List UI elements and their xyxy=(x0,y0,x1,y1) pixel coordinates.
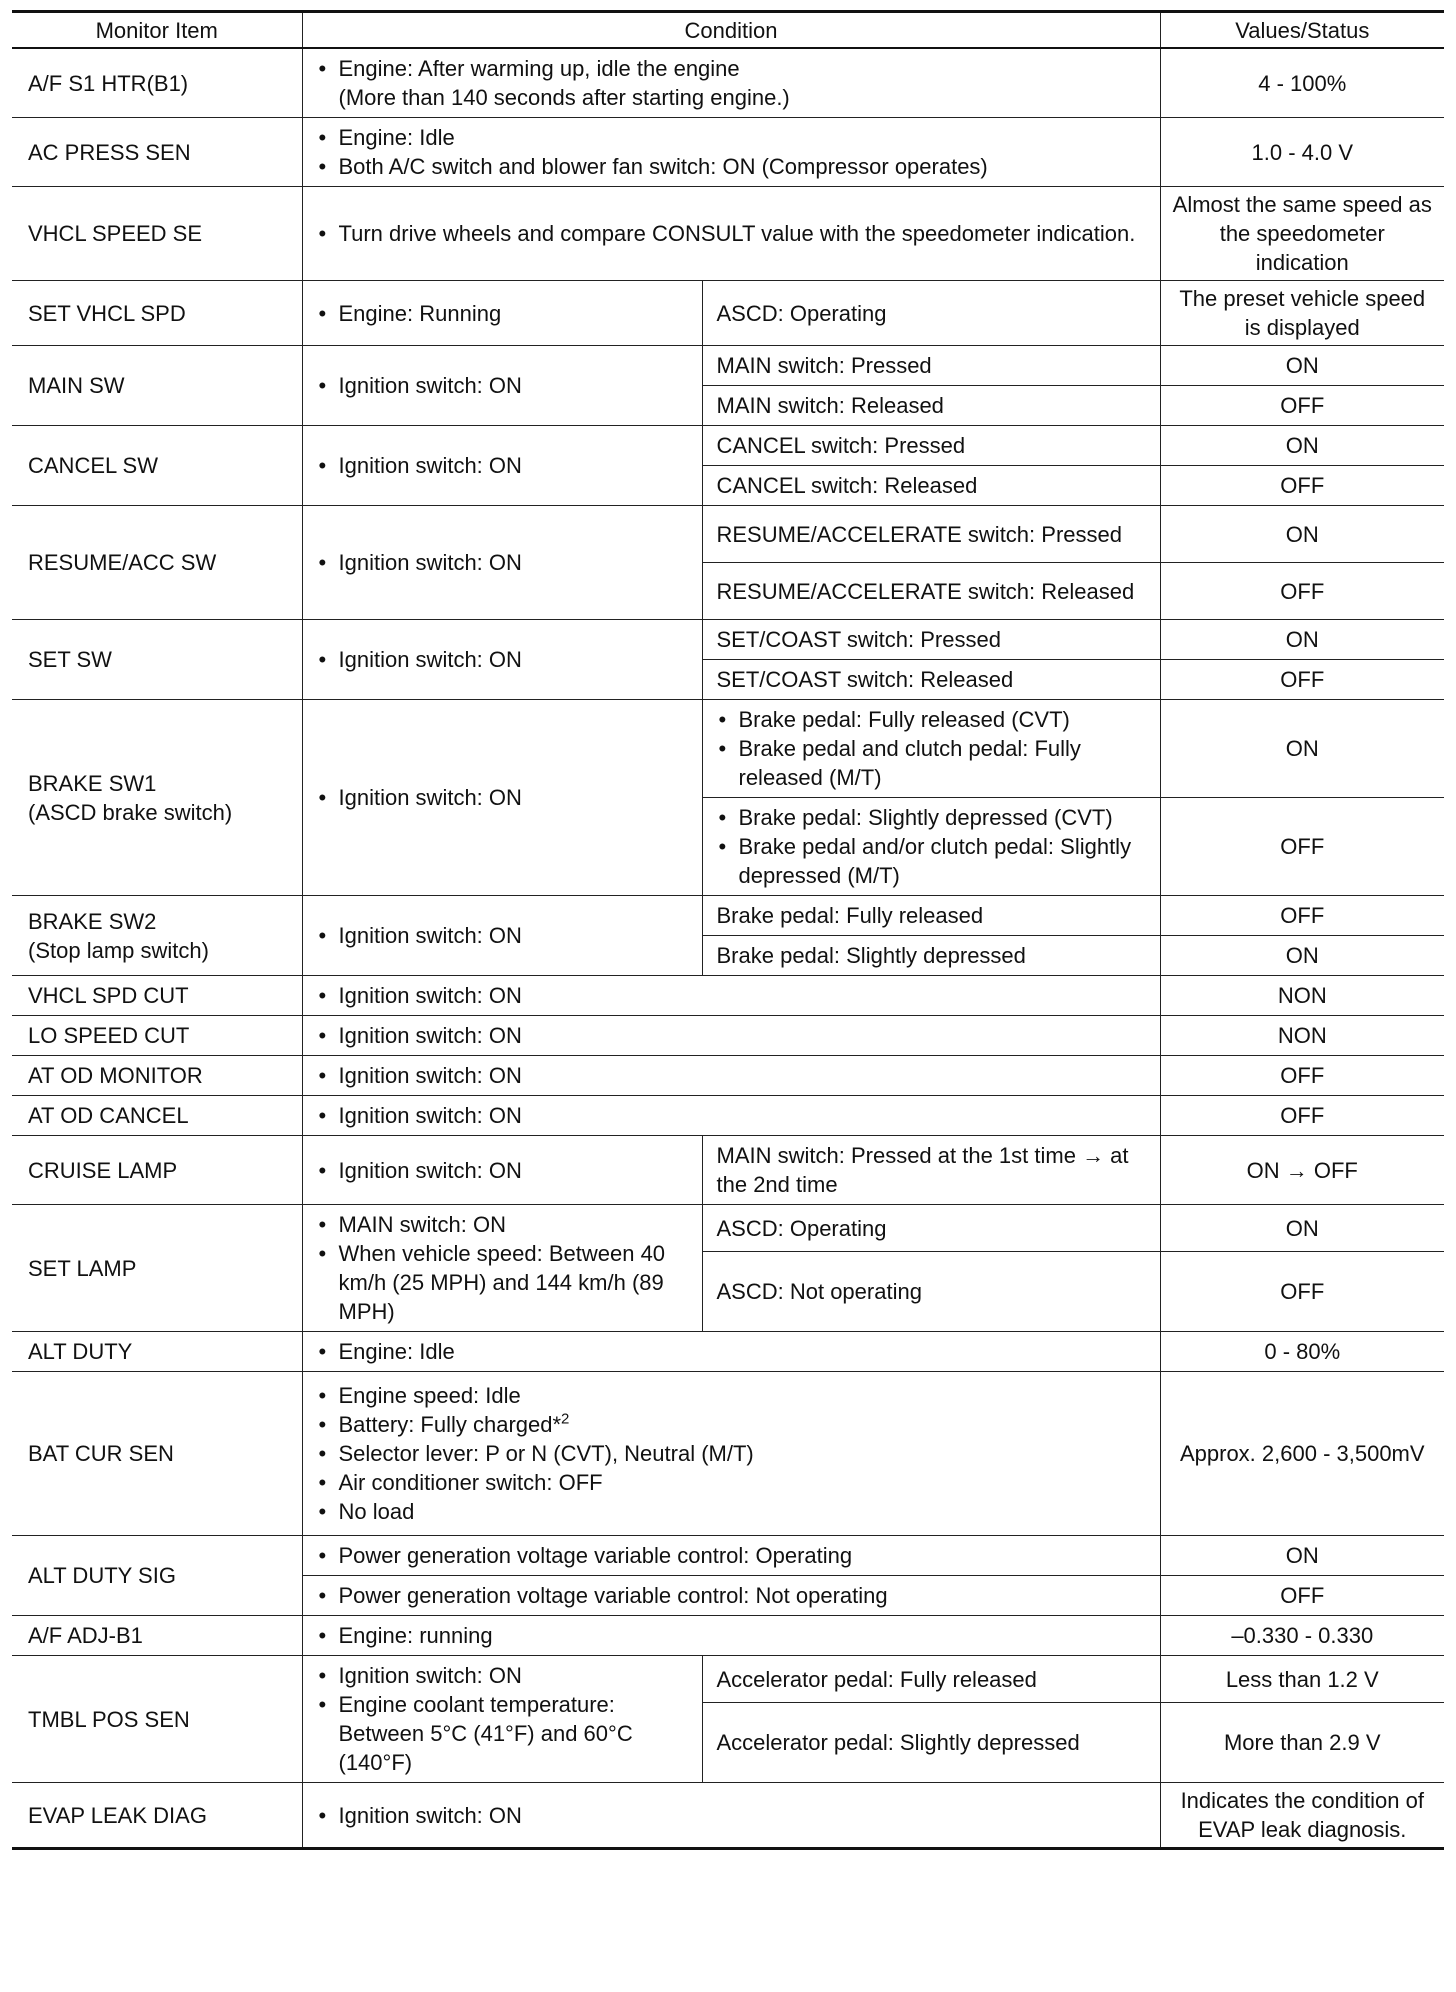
row-value: OFF xyxy=(1160,896,1444,936)
row-value: OFF xyxy=(1160,466,1444,506)
row-item: BAT CUR SEN xyxy=(12,1372,302,1536)
condition-bullet: • Turn drive wheels and compare CONSULT value with the speedometer indication. xyxy=(317,219,1146,248)
row-condition xyxy=(302,118,1160,187)
row-value: 4 - 100% xyxy=(1160,48,1444,118)
condition-bullet: • Power generation voltage variable control: Not operating xyxy=(317,1581,1146,1610)
row-condition xyxy=(302,1536,1160,1576)
row-item: LO SPEED CUT xyxy=(12,1016,302,1056)
condition-bullet: • Ignition switch: ON xyxy=(317,371,688,400)
row-subcondition: MAIN switch: Released xyxy=(702,386,1160,426)
row-value: ON xyxy=(1160,426,1444,466)
condition-bullet: • Ignition switch: ON xyxy=(317,921,688,950)
table-row xyxy=(12,1536,1444,1576)
condition-text: Battery: Fully charged* xyxy=(338,1412,562,1437)
row-value: ON xyxy=(1160,1536,1444,1576)
row-value: OFF xyxy=(1160,1252,1444,1332)
item-label: BRAKE SW2 xyxy=(28,908,157,934)
row-condition xyxy=(302,1205,702,1332)
row-item: SET SW xyxy=(12,620,302,700)
condition-bullet: • Ignition switch: ON xyxy=(317,783,688,812)
row-subcondition: MAIN switch: Pressed xyxy=(702,346,1160,386)
row-condition xyxy=(302,976,1160,1016)
row-condition xyxy=(302,1783,1160,1849)
row-condition xyxy=(302,187,1160,281)
row-value: –0.330 - 0.330 xyxy=(1160,1616,1444,1656)
row-subcondition: Accelerator pedal: Slightly depressed xyxy=(702,1703,1160,1783)
monitor-item-table xyxy=(12,10,1444,1850)
row-item: VHCL SPEED SE xyxy=(12,187,302,281)
condition-bullet: • Ignition switch: ON xyxy=(317,548,688,577)
condition-bullet: • Engine: running xyxy=(317,1621,1146,1650)
row-item: AT OD MONITOR xyxy=(12,1056,302,1096)
table-row xyxy=(12,896,1444,936)
row-value: The preset vehicle speed is displayed xyxy=(1160,281,1444,346)
row-condition xyxy=(302,1056,1160,1096)
row-item: CRUISE LAMP xyxy=(12,1136,302,1205)
table-row xyxy=(12,426,1444,466)
table-row xyxy=(12,1783,1444,1849)
condition-bullet: • No load xyxy=(317,1497,1146,1526)
condition-bullet: • MAIN switch: ON xyxy=(317,1210,688,1239)
row-condition xyxy=(302,700,702,896)
table-row xyxy=(12,346,1444,386)
row-subcondition: RESUME/ACCELERATE switch: Pressed xyxy=(702,506,1160,563)
row-subcondition: SET/COAST switch: Released xyxy=(702,660,1160,700)
row-value: ON xyxy=(1160,936,1444,976)
header-condition: Condition xyxy=(302,12,1160,49)
row-subcondition: CANCEL switch: Pressed xyxy=(702,426,1160,466)
table-row xyxy=(12,620,1444,660)
row-value: NON xyxy=(1160,976,1444,1016)
row-subcondition: SET/COAST switch: Pressed xyxy=(702,620,1160,660)
condition-bullet: • Ignition switch: ON xyxy=(317,451,688,480)
table-row xyxy=(12,1332,1444,1372)
condition-bullet: • Engine: Running xyxy=(317,299,688,328)
row-condition xyxy=(302,506,702,620)
row-value: Approx. 2,600 - 3,500mV xyxy=(1160,1372,1444,1536)
row-value: ON xyxy=(1160,1205,1444,1252)
row-condition xyxy=(302,896,702,976)
row-subcondition: CANCEL switch: Released xyxy=(702,466,1160,506)
table-header-row xyxy=(12,12,1444,49)
row-condition xyxy=(302,1372,1160,1536)
row-item: A/F ADJ-B1 xyxy=(12,1616,302,1656)
row-condition xyxy=(302,1016,1160,1056)
row-condition xyxy=(302,1576,1160,1616)
row-value: Less than 1.2 V xyxy=(1160,1656,1444,1703)
row-item: EVAP LEAK DIAG xyxy=(12,1783,302,1849)
row-item: RESUME/ACC SW xyxy=(12,506,302,620)
row-value: ON → OFF xyxy=(1160,1136,1444,1205)
footnote-marker: 2 xyxy=(561,1410,570,1428)
row-value: Indicates the condition of EVAP leak diagnosis. xyxy=(1160,1783,1444,1849)
row-condition xyxy=(302,1136,702,1205)
row-value: OFF xyxy=(1160,660,1444,700)
row-condition xyxy=(302,1616,1160,1656)
row-item: VHCL SPD CUT xyxy=(12,976,302,1016)
table-row xyxy=(12,1136,1444,1205)
row-value: OFF xyxy=(1160,563,1444,620)
condition-bullet: • Ignition switch: ON xyxy=(317,1661,688,1690)
subcondition-bullet: • Brake pedal: Slightly depressed (CVT) xyxy=(717,803,1146,832)
condition-bullet: • Ignition switch: ON xyxy=(317,1021,1146,1050)
condition-bullet: • Ignition switch: ON xyxy=(317,1061,1146,1090)
table-row xyxy=(12,118,1444,187)
table-row xyxy=(12,1372,1444,1536)
row-condition xyxy=(302,426,702,506)
row-subcondition: RESUME/ACCELERATE switch: Released xyxy=(702,563,1160,620)
row-value: OFF xyxy=(1160,798,1444,896)
row-value: NON xyxy=(1160,1016,1444,1056)
row-value: ON xyxy=(1160,506,1444,563)
row-item xyxy=(12,896,302,976)
condition-bullet: • Ignition switch: ON xyxy=(317,1156,688,1185)
monitor-item-table-wrapper xyxy=(12,10,1444,1850)
row-value: Almost the same speed as the speedometer indication xyxy=(1160,187,1444,281)
row-subcondition: Brake pedal: Slightly depressed xyxy=(702,936,1160,976)
row-condition xyxy=(302,346,702,426)
condition-text: (More than 140 seconds after starting engine.) xyxy=(338,85,790,110)
table-row xyxy=(12,1616,1444,1656)
item-label: BRAKE SW1 xyxy=(28,770,157,796)
condition-bullet: • Ignition switch: ON xyxy=(317,1101,1146,1130)
row-condition xyxy=(302,281,702,346)
row-subcondition xyxy=(702,700,1160,798)
row-subcondition xyxy=(702,798,1160,896)
item-note: (ASCD brake switch) xyxy=(28,799,233,825)
condition-bullet: • Ignition switch: ON xyxy=(317,645,688,674)
condition-bullet xyxy=(317,54,1146,112)
table-row xyxy=(12,281,1444,346)
row-item: AT OD CANCEL xyxy=(12,1096,302,1136)
row-subcondition: ASCD: Operating xyxy=(702,1205,1160,1252)
row-value: OFF xyxy=(1160,386,1444,426)
table-row xyxy=(12,48,1444,118)
row-item xyxy=(12,700,302,896)
subcondition-bullet: • Brake pedal: Fully released (CVT) xyxy=(717,705,1146,734)
row-condition xyxy=(302,1096,1160,1136)
subcondition-bullet: • Brake pedal and/or clutch pedal: Slightly depressed (M/T) xyxy=(717,832,1146,890)
row-condition xyxy=(302,1332,1160,1372)
condition-bullet: • Selector lever: P or N (CVT), Neutral (M/T) xyxy=(317,1439,1146,1468)
condition-bullet: • Engine: Idle xyxy=(317,1337,1146,1366)
row-value: ON xyxy=(1160,620,1444,660)
condition-bullet xyxy=(317,1410,1146,1439)
row-value: 1.0 - 4.0 V xyxy=(1160,118,1444,187)
row-item: SET LAMP xyxy=(12,1205,302,1332)
condition-bullet: • When vehicle speed: Between 40 km/h (25 MPH) and 144 km/h (89 MPH) xyxy=(317,1239,688,1326)
table-row xyxy=(12,1205,1444,1252)
table-row xyxy=(12,1016,1444,1056)
row-value: More than 2.9 V xyxy=(1160,1703,1444,1783)
row-value: ON xyxy=(1160,346,1444,386)
condition-bullet: • Engine coolant temperature: Between 5°C (41°F) and 60°C (140°F) xyxy=(317,1690,688,1777)
condition-text: Engine: After warming up, idle the engine xyxy=(338,56,740,81)
row-item: A/F S1 HTR(B1) xyxy=(12,48,302,118)
row-value: OFF xyxy=(1160,1096,1444,1136)
row-item: ALT DUTY SIG xyxy=(12,1536,302,1616)
row-item: ALT DUTY xyxy=(12,1332,302,1372)
condition-bullet: • Both A/C switch and blower fan switch: ON (Compressor operates) xyxy=(317,152,1146,181)
row-subcondition: ASCD: Not operating xyxy=(702,1252,1160,1332)
row-item: AC PRESS SEN xyxy=(12,118,302,187)
condition-bullet: • Power generation voltage variable control: Operating xyxy=(317,1541,1146,1570)
row-condition xyxy=(302,48,1160,118)
row-subcondition: Accelerator pedal: Fully released xyxy=(702,1656,1160,1703)
row-condition xyxy=(302,1656,702,1783)
row-item: TMBL POS SEN xyxy=(12,1656,302,1783)
row-subcondition: Brake pedal: Fully released xyxy=(702,896,1160,936)
row-value: OFF xyxy=(1160,1056,1444,1096)
row-condition xyxy=(302,620,702,700)
row-item: CANCEL SW xyxy=(12,426,302,506)
condition-bullet: • Ignition switch: ON xyxy=(317,1801,1146,1830)
row-subcondition: ASCD: Operating xyxy=(702,281,1160,346)
table-row xyxy=(12,506,1444,563)
condition-bullet: • Engine: Idle xyxy=(317,123,1146,152)
row-value: 0 - 80% xyxy=(1160,1332,1444,1372)
row-value: OFF xyxy=(1160,1576,1444,1616)
item-note: (Stop lamp switch) xyxy=(28,937,209,963)
table-row xyxy=(12,976,1444,1016)
row-item: MAIN SW xyxy=(12,346,302,426)
header-monitor-item: Monitor Item xyxy=(12,12,302,49)
table-row xyxy=(12,700,1444,798)
table-row xyxy=(12,1096,1444,1136)
header-values-status: Values/Status xyxy=(1160,12,1444,49)
row-item: SET VHCL SPD xyxy=(12,281,302,346)
table-row xyxy=(12,1056,1444,1096)
row-subcondition: MAIN switch: Pressed at the 1st time → at the 2nd time xyxy=(702,1136,1160,1205)
condition-bullet: • Air conditioner switch: OFF xyxy=(317,1468,1146,1497)
row-value: ON xyxy=(1160,700,1444,798)
table-row xyxy=(12,1656,1444,1703)
table-row xyxy=(12,187,1444,281)
subcondition-bullet: • Brake pedal and clutch pedal: Fully released (M/T) xyxy=(717,734,1146,792)
condition-bullet: • Engine speed: Idle xyxy=(317,1381,1146,1410)
condition-bullet: • Ignition switch: ON xyxy=(317,981,1146,1010)
